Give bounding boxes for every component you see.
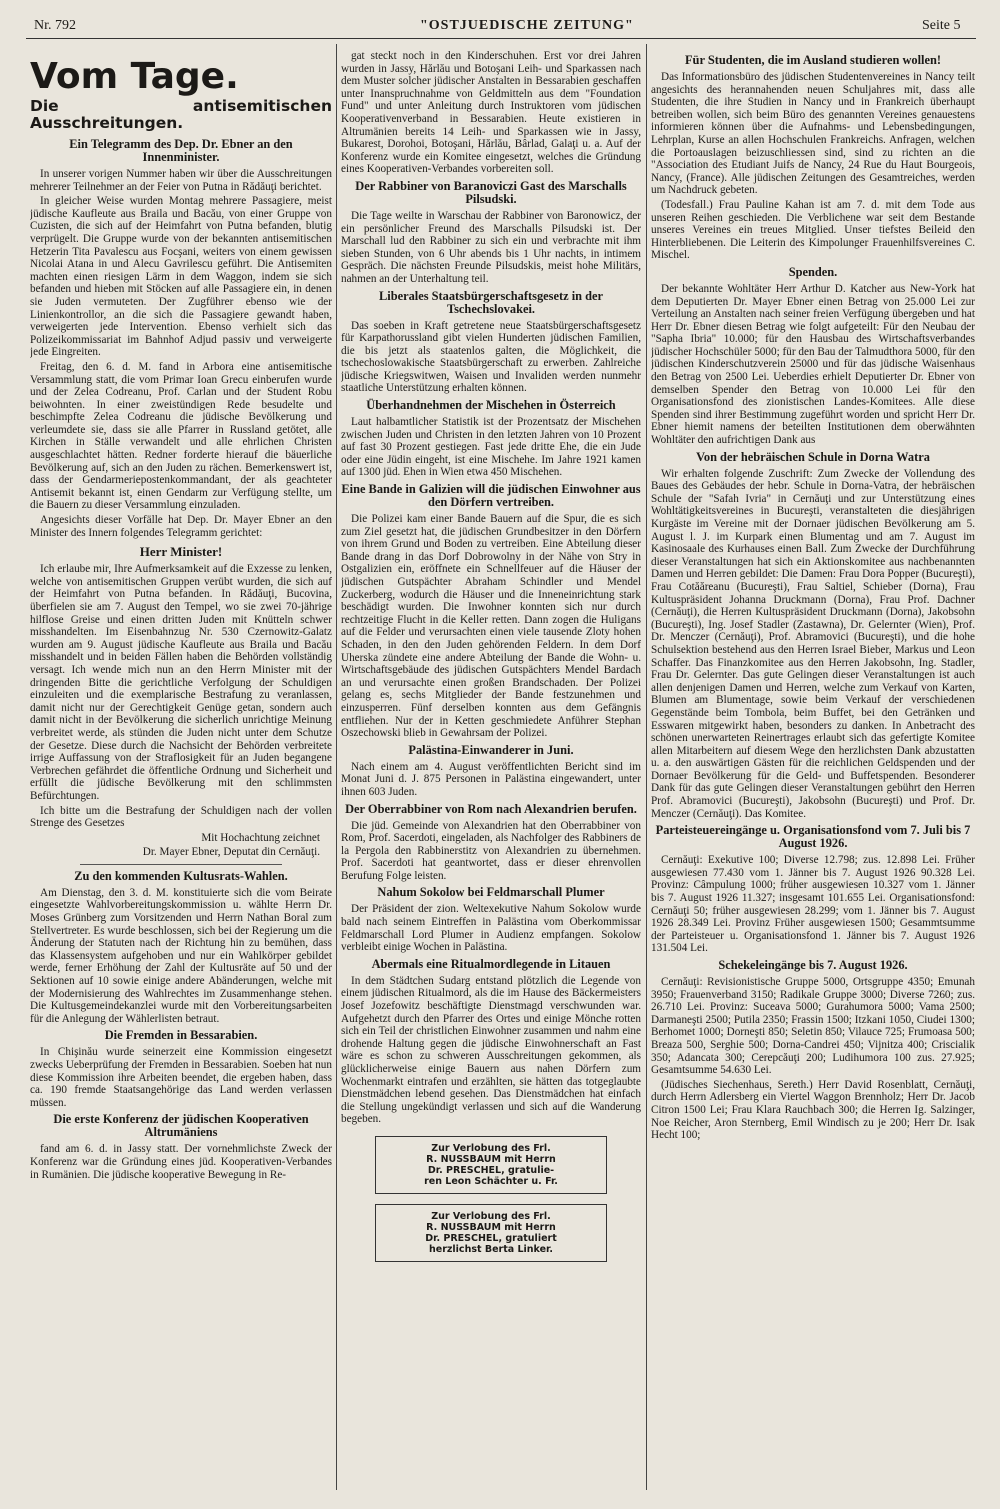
article-subhead: Ein Telegramm des Dep. Dr. Ebner an den Innenminister. (69, 137, 293, 164)
article-title: Nahum Sokolow bei Feldmarschall Plumer (377, 885, 605, 900)
paragraph: (Todesfall.) Frau Pauline Kahan ist am 7. d. mit dem Tode aus unseren Reihen geschieden. Die Verblichene war seit dem Bestande unseres Vereines ein treues Mitglied. Unser tiefstes Beileid den Hinterbliebenen. Die Leiterin des Kimpolunger Frauenhilfsvereines C. Mischel. (651, 198, 975, 262)
paragraph: Der bekannte Wohltäter Herr Arthur D. Katcher aus New-York hat dem Deputierten Dr. Mayer Ebner einen Betrag von 25.000 Lei zur Verteilung an Anstalten nach seiner freien Verfügung übergeben und hat Herr Dr. Ebner diesen Betrag wie folgt aufgeteilt: Für den Neubau der "Sapha Ibria" 10.000; für den Hausbau des Wirtschaftsverbandes jüdischer Hochschüler 5000; für den Bau der Talmudthora 5000, für den jüdischen Kinderschutzverein 25000 und für das jüdische Waisenhaus den Betrag von 2500 Lei. Ueberdies erhielt Deputierter Dr. Ebner von demselben Spender den Betrag von 10.000 Lei für den Organisationsfond des zionistischen Landes-Komitees. Alle diese Spenden sind ihrer Bestimmung zugeführt worden und spricht Herr Dr. Ebner hiemit namens der beteilten Institutionen dem oberwähnten Wohltäter den aufrichtigen Dank aus (651, 282, 975, 447)
article-title: Spenden. (788, 264, 838, 279)
announcement-line: ren Leon Schächter u. Fr. (424, 1175, 558, 1187)
paragraph: Ich bitte um die Bestrafung der Schuldigen nach der vollen Strenge des Gesetzes (30, 804, 332, 830)
column-2 (341, 50, 641, 1490)
article-title: Parteisteuereingänge u. Organisationsfond vom 7. Juli bis 7 August 1926. (655, 823, 971, 851)
issue-number: Nr. 792 (34, 18, 76, 33)
paragraph: In Chişinău wurde seinerzeit eine Kommission eingesetzt zwecks Ueberprüfung der Fremden in Bessarabien. Soeben hat nun diese Kommission ihre Arbeiten beendet, die ergeben haben, dass ca. 190 fremde Staatsangehörige das Land werden verlassen müssen. (30, 1046, 332, 1109)
paragraph: Nach einem am 4. August veröffentlichten Bericht sind im Monat Juni d. J. 875 Personen in Palästina eingewandert, unter ihnen 603 Juden. (341, 760, 641, 798)
paragraph: Cernăuţi: Revisionistische Gruppe 5000, Ortsgruppe 4350; Emunah 3950; Frauenverband 3150; Radikale Gruppe 3000; Diverse 7260; zus. 26.710 Lei. Provinz: Suceava 5000; Gurahumora 5000; Vama 2500; Darmaneşti 2500; Putila 2350; Frassin 1500; Itzkani 1050, Ciudei 1300; Berhomet 1000; Dorneşti 850; Seletin 850; Vilauce 725; Frumoasa 500; Breaza 500, Serghie 500; Dorna-Candrei 450; Vijnitza 400; Criscialik 350; Adancata 300; Cerepcăuţi 200; Ludihumora 100 zus. 27.925; Gesamtsumme 54.630 Lei. (651, 976, 975, 1077)
announcement-line: herzlichst Berta Linker. (429, 1243, 553, 1255)
section-masthead: Vom Tage. (30, 56, 239, 97)
paragraph: Wir erhalten folgende Zuschrift: Zum Zwecke der Vollendung des Baues des Gebäudes der hebr. Schule in Dorna-Vatra, der hebräischen Schule der "Safah Ivria" in Cernăuţi und zur Unterstützung eines Wohltätigkeitsvereines in Bucureşti, veranstalteten die diesjährigen Kurgäste im Vereine mit der Dornaer jüdischen Bevölkerung am 5. August l. J. im Kurpark einen Blumentag und am 7. August im Kasinosaale des Kurhauses einen Ball. Zum Zwecke der Durchführung dieser Veranstaltungen hat sich ein Aktionskomitee aus nachbenannten Damen und Herren gebildet: Die Damen: Frau Dora Popper (Bucureşti), Frau Cotăăreanu (Bucureşti), Frau Saltiel, Schieber (Dorna), Frau Kultuspräsident Johanna Druckmann (Dorna), Frau Prof. Dachner (Cernăuţi), die Herren Kultuspräsident Druckmann (Dorna), Jakobsohn (Bucureşti), Ing. Josef Stadler (Zastawna), Dr. Gelernter (Wien), Prof. Dr. Menczer (Cernăuţi), Prof. Abramovici (Bucureşti), und die hohe Schulsektion bestehend aus den Herren Israel Bieber, Markus und Leon Schaffer. Das Finanzkomitee aus den Herren Jakobsohn, Ing. Stadler, Frau Dr. Gelernter. Das gute Gelingen dieser Veranstaltungen ist auch allen denjenigen Damen und Herren, welche zum Verkauf von Karten, Blumen am Blumentage, sowie beim Verkauf der verschiedenen Gegenstände beim Tombola, beim Buffet, bei den Getränken und Esswaren mitgewirkt haben, besonders zu danken. In Anbetracht des schönen unerwarteten Reinertrages erlaubt sich das gefertigte Komitee allen Mitarbeitern auf diesem Wege den herzlichsten Dank abzustatten u. a. den auswärtigen Gästen für die reichlichen Geldspenden und der Dornaer Bevölkerung für die Geld- und Buffetspenden. Besonderer Dank für das gute Gelingen dieser Veranstaltungen gebührt den Herren Prof. Abramovici (Bucureşti), Jakobsohn (Bucureşti) und Prof. Dr. Menczer (Cernăuţi). Das Komitee. (651, 467, 975, 820)
paragraph: Der Präsident der zion. Weltexekutive Nahum Sokolow wurde bald nach seinem Eintreffen in Palästina vom Oberkommissar Feldmarschall Lord Plumer in Audienz empfangen. Sokolow verbleibt einige Wochen in Palästina. (341, 903, 641, 954)
letter-salutation: Herr Minister! (139, 544, 223, 560)
announcement-line: R. NUSSBAUM mit Herrn (426, 1221, 556, 1233)
closing: Mit Hochachtung zeichnet (201, 831, 320, 844)
column-1 (30, 50, 332, 1490)
article-title: Überhandnehmen der Mischehen in Österreich (366, 398, 616, 413)
paragraph: Am Dienstag, den 3. d. M. konstituierte sich die vom Beirate eingesetzte Wahlvorbereitungskommission u. wählte Herrn Dr. Moses Grünberg zum Vorsitzenden und Herrn Nathan Boral zum Stellvertreter. Es wurde beschlossen, sich bei der Regierung um die Änderung der Statuten nach der Richtung hin zu bemühen, dass das Klassensystem aufgehoben und nur ein Wahlkörper gebildet werde, ferner Erhöhung der Zahl der Kultusräte auf 50 und der Sektionen auf 10 sowie einige andere Abänderungen, welche mit der Modernisierung des Wahlrechtes im Zusammenhange stehen. Die Kultusgemeindekanzlei wurde mit den Vorbereitungsarbeiten für die Anlegung der Wählerlisten betraut. (30, 886, 332, 1025)
article-title: Die erste Konferenz der jüdischen Kooperativen Altrumäniens (53, 1112, 309, 1140)
article-title: Zu den kommenden Kultusrats-Wahlen. (74, 868, 288, 883)
article-title: Von der hebräischen Schule in Dorna Watra (696, 449, 930, 464)
paragraph: Das Informationsbüro des jüdischen Studentenvereines in Nancy teilt angesichts des herannahenden neuen Schuljahres mit, dass alle Studenten, die ihre Studien in Nancy und in Frankreich überhaupt betreiben wollen, sich beim Büro des genannten Vereines genauestens informieren können über die Aufnahms- und Lebensbedingungen, Lehrplan, Kurse an allen Hochschulen Frankreichs. Anfragen, welchen die Portoauslagen beizuschliessen sind, sind zu richten an die "Association des Etudiant Juifs de Nancy, 24 Rue du Haut Bourgeois, Nancy, (France). Alle jüdischen Zeitungen des Gesamtreiches, werden um Nachdruck gebeten. (651, 71, 975, 197)
signature: Dr. Mayer Ebner, Deputat din Cernăuţi. (142, 846, 320, 859)
announcement-box (375, 1204, 607, 1262)
announcement-line: Zur Verlobung des Frl. (431, 1210, 551, 1222)
article-title: Palästina-Einwanderer in Juni. (408, 742, 574, 757)
article-headline: Die antisemitischen Ausschreitungen. (30, 97, 332, 132)
announcement-box (375, 1136, 607, 1194)
paragraph: Das soeben in Kraft getretene neue Staatsbürgerschaftsgesetz für Karpathorussland gibt vielen Hunderten jüdischen Familien, die bis jetzt als staatenlos galten, die Möglichkeit, die tschechoslowakische Staatsbürgerschaft zu erwerben. Zahlreiche jüdische Kriegswitwen, Waisen und Invaliden werden nunmehr staatliche Unterstützung erhalten können. (341, 319, 641, 395)
paragraph: Angesichts dieser Vorfälle hat Dep. Dr. Mayer Ebner an den Minister des Innern folgendes Telegramm gerichtet: (30, 514, 332, 539)
header-rule (26, 38, 976, 39)
paragraph: Die Polizei kam einer Bande Bauern auf die Spur, die es sich zum Ziel gesetzt hat, die jüdischen Grundbesitzer in den Dörfern von ihrem Grund und Boden zu vertreiben. Eine Abteilung dieser Bande drang in das Dorf Dobrowolny in der Nähe von Stry in Ostgalizien ein, eröffnete ein Schnellfeuer auf die Häuser der jüdischen Gutspächter Abraham Schindler und Mendel Zuckerberg, wodurch die Häuser und die Inneneinrichtung stark beschädigt wurden. Die Inwohner konnten sich nur durch rechtzeitige Flucht in die Keller retten. Dann zogen die Huligans auf die Felder und verursachten einen viele tausende Zloty hohen Schaden, in den den Juden gehörenden Feldern. In dem Dorf Uherska zündete eine andere Abteilung der Bande die Wohn- u. Wirtschaftsgebäude des jüdischen Gutspächters Mendel Bardach an und verursachte einen großen Brandschaden. Der Polizei gelang es, sechs Mitglieder der Bande festzunehmen und einzusperren. Fünf derselben konnten aus dem Gefängnis entfliehen. Nur der in Ketten geschmiedete Anführer Stephan Oszechowski blieb in Gewahrsam der Polizei. (341, 513, 641, 740)
paragraph: In unserer vorigen Nummer haben wir über die Ausschreitungen mehrerer Teilnehmer an der Feier von Putna in Rădăuţi berichtet. (30, 168, 332, 193)
paragraph: gat steckt noch in den Kinderschuhen. Erst vor drei Jahren wurden in Jassy, Hărlău und Botoşani Leih- und Sparkassen nach dem Muster solcher jüdischer Anstalten in Bessarabien geschaffen unter Inanspruchnahme von Geldmitteln aus dem "Foundation Fund" und unter Anleitung durch Instruktoren vom jüdischen Kooperativenverband in Bessarabien. Heute existieren in Altrumänien bereits 14 Leih- und Sparkassen wie in Jassy, Bukarest, Dorohoi, Botoşani, Hărlău, Bârlad, Galaţi u. a. Auf der Konferenz wurde ein Komitee eingesetzt, welches die Gründung eines Kooperativen-Verbandes vorbereiten soll. (341, 50, 641, 176)
article-title: Abermals eine Ritualmordlegende in Litauen (371, 956, 611, 971)
paragraph: (Jüdisches Siechenhaus, Sereth.) Herr David Rosenblatt, Cernăuţi, durch Herrn Adlersberg ein Viertel Waggon Brennholz; Herr Dr. Jacob Citron 1500 Lei; Frau Klara Rauchbach 300; die Herren Ig. Salzinger, Noe Reicher, Aron Sternberg, Emil Windisch zu je 200; Herr Dr. Isak Hecht 100; (651, 1078, 975, 1142)
announcement-line: Zur Verlobung des Frl. (431, 1142, 551, 1154)
column-3 (651, 50, 975, 1490)
paragraph: Laut halbamtlicher Statistik ist der Prozentsatz der Mischehen zwischen Juden und Christen in den letzten Jahren von 10 Prozent auf fast 30 Prozent gestiegen. Fast jede dritte Ehe, die ein Jude oder eine Jüdin eingeht, ist eine Mischehe. Im Jahre 1921 kamen auf 1300 jüd. Ehen in Wien etwa 450 Mischehen. (341, 416, 641, 479)
page-number: Seite 5 (922, 18, 961, 33)
announcement-line: R. NUSSBAUM mit Herrn (426, 1153, 556, 1165)
announcement-line: Dr. PRESCHEL, gratuliert (425, 1232, 557, 1244)
newspaper-title: "OSTJUEDISCHE ZEITUNG" (420, 18, 634, 33)
article-title: Liberales Staatsbürgerschaftsgesetz in der Tschechslovakei. (378, 288, 604, 316)
paragraph: Freitag, den 6. d. M. fand in Arbora eine antisemitische Versammlung statt, die vom Primar Ioan Grecu einberufen wurde und der Zelea Codreanu, Prof. Carlan und der Student Robu beiwohnten. In einer zweistündigen Rede besudelte und beschimpfte Zelea Codreanu die jüdische Bevölkerung und verleumdete sie, dass sie alle Pfarrer in Russland getötet, alle Kirchen in Ställe verwandelt und alle ehrlichen Christen ausgeschlachtet hätten. Redner forderte hierauf die bäuerliche Bevölkerung auf, sich an den Juden zu rächen. Bemerkenswert ist, dass der Gendarmeriepostenkommandant, der als geachteter Antisemit bekannt ist, einen Gendarm zur Verfügung stellte, um die Bauern zu dieser Versammlung einzuladen. (30, 360, 332, 512)
paragraph: In gleicher Weise wurden Montag mehrere Passagiere, meist jüdische Kaufleute aus Braila und Bacău, von einer Gruppe von Cuzisten, die sich auf der Heimfahrt von Putna befanden, blutig verprügelt. Die Gruppe wurde von der bekannten antisemitischen Hetzerin Tita Pavalescu aus Focşani, weiters von einem gewissen Nicolai Atana in und Alecu Gavrilescu geführt. Die Antisemiten machten einen riesigen Lärm in dem Waggon, indem sie sich befanden und hieben mit Stöcken auf alle Passagiere ein, in denen sie Juden vermuteten. Der Zugführer ebenso wie der Linienkontrollor, an die sich die Passagiere gewandt haben, verweigerten jede Intervention. Ebenso verhielt sich das Polizeikommissariat im Bahnhof Adjud passiv und verweigerte jede Eingreiten. (30, 195, 332, 359)
article-title: Eine Bande in Galizien will die jüdischen Einwohner aus den Dörfern vertreiben. (341, 482, 641, 510)
article-title: Schekeleingänge bis 7. August 1926. (718, 958, 908, 972)
article-title: Der Rabbiner von Baranoviczi Gast des Marschalls Pilsudski. (355, 178, 627, 206)
article-title: Die Fremden in Bessarabien. (104, 1028, 258, 1043)
paragraph: Cernăuţi: Exekutive 100; Diverse 12.798; zus. 12.898 Lei. Früher ausgewiesen 77.430 vom 1. Jänner bis 7. August 1926 90.328 Lei. Provinz: Câmpulung 1000; früher ausgewiesen 10.327 vom 1. Jänner bis 7. August 1926 11.327; insgesamt 101.655 Lei. Organisationsfond: Cernăuţi 50; früher ausgewiesen 28.299; vom 1. Jänner bis 7. August 1926 28.349 Lei. Provinz Früher ausgewiesen 1500; Gesammtsumme der Parteisteuer u. Organisationsfond 1. Jänner bis 7. August 1926 131.504 Lei. (651, 854, 975, 955)
paragraph: Die jüd. Gemeinde von Alexandrien hat den Oberrabbiner von Rom, Prof. Sacerdoti, eingeladen, als Nachfolger des Rabbiners de la Pergola den Rabbinerstitz von Alexandrien zu übernehmen. Prof. Sacerdoti hat geantwortet, dass er dieser ehrenvollen Berufung Folge leisten. (341, 819, 641, 882)
column-divider (336, 44, 337, 1490)
paragraph: Ich erlaube mir, Ihre Aufmerksamkeit auf die Exzesse zu lenken, welche von antisemitischen Gruppen verübt wurden, die sich auf der Heimfahrt von Putna befanden. In Rădăuţi, Bucovina, überfielen sie am 7. August den Tempel, wo sie zwei 70-jährige hilflose Greise und einen dritten Juden mit Knütteln schwer misshandelten. Im Eisenbahnzug Nr. 530 Czernowitz-Galatz wurden am 9. August jüdische Kaufleute aus Braila und Bacău misshandelt und in beiden Fällen haben die Behörden vollständig versagt. Ich wende mich nun an den Herrn Minister mit der dringenden Bitte die gerichtliche Verfolgung der Schuldigen einzuleiten und die exemplarische Bestrafung zu veranlassen, damit nicht nur der Gerechtigkeit Genüge getan, sondern auch damit nicht in der Bevölkerung die sicherlich unrichtige Meinung verbreitet werde, als stünden die Juden nicht unter dem Schutze der Gesetze. Diese durch die Nachsicht der Behörden verbreitete irrige Auffassung von der Straflosigkeit für an Juden begangene Verbrechen gefährdet die öffentliche Ordnung und Sicherheit und erfüllt die jüdische Bevölkerung mit den schlimmsten Befürchtungen. (30, 563, 332, 802)
article-title: Der Oberrabbiner von Rom nach Alexandrien berufen. (345, 801, 637, 816)
announcement-line: Dr. PRESCHEL, gratulie- (427, 1164, 555, 1176)
article-title: Für Studenten, die im Ausland studieren wollen! (684, 53, 941, 67)
paragraph: Die Tage weilte in Warschau der Rabbiner von Baronowicz, der ein persönlicher Freund des Marschalls Pilsudski ist. Der Marschall lud den Rabbiner zu sich ein und verbrachte mit ihm sieben Stunden, von 6 Uhr abends bis 1 Uhr nachts, in intimem Gespräch. Die nächsten Freunde Pilsudskis, meist hohe Militärs, nahmen an der Unterhaltung teil. (341, 209, 641, 285)
paragraph: fand am 6. d. in Jassy statt. Der vornehmlichste Zweck der Konferenz war die Gründung eines jüd. Kooperativen-Verbandes in Rumänien. Die jüdische kooperative Bewegung in Re- (30, 1143, 332, 1181)
separator (80, 864, 282, 865)
paragraph: In dem Städtchen Sudarg entstand plötzlich die Legende von einem jüdischen Ritualmord, als die im Hause des Bäckermeisters Josef Jozefowitz beschäftigte Dienstmagd verschwunden war. Aufgehetzt durch den Pfarrer des Ortes und einige Mönche rotten sich ein Teil der christlichen Einwohner zusammen und nahm eine drohende Haltung gegen die jüdische Einwohnerschaft an Fast wäre es schon zu schweren Ausschreitungen gekommen, als glücklicherweise einige Bauern aus nahen Dörfern zum Wochenmarkt eintrafen und erzählten, sie hätten das totgeglaubte Dienstmädchen lebend gesehen. Das Dienstmädchen hat einfach die Stellung ungekündigt verlassen und sich auf die Wanderung begeben. (341, 974, 641, 1126)
column-divider (646, 44, 647, 1490)
